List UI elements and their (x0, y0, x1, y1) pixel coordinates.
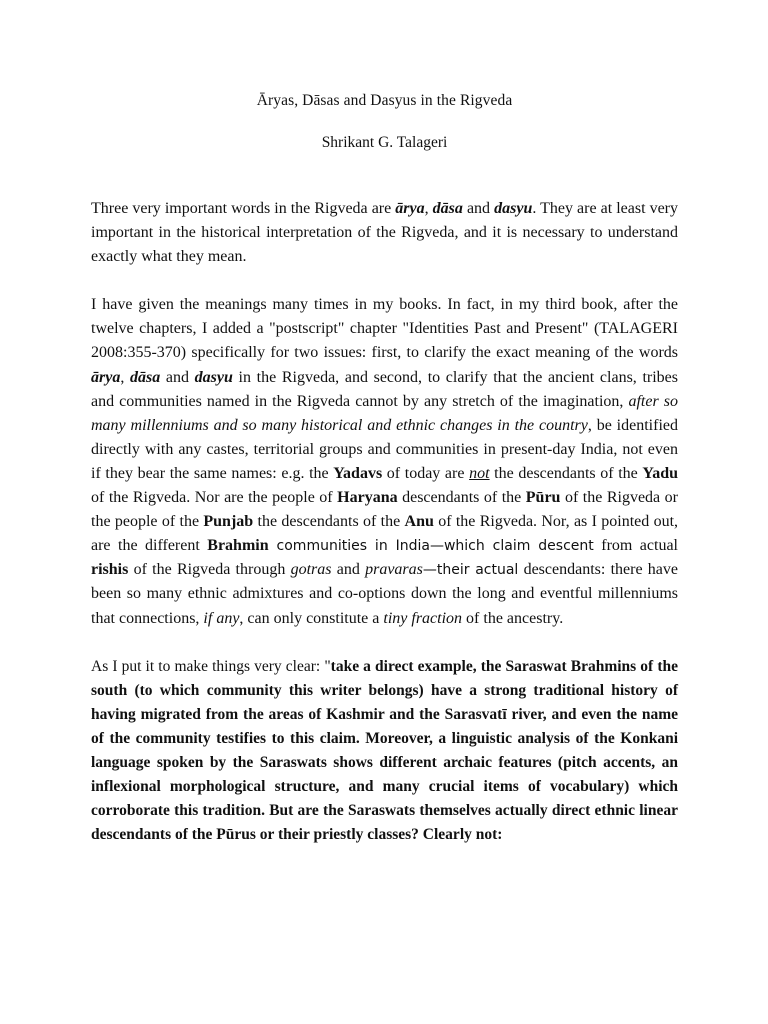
paragraph-2-text-2: , (120, 368, 130, 386)
paragraph-2-sans-text-2: —their actual (422, 562, 519, 579)
term-dasyu: dasyu (194, 368, 233, 386)
paragraph-2-text-1: I have given the meanings many times in my books. In fact, in my third book, after the twelve chapters, I added a "postscript" chapter "Identities Past and Present" (TALAGERI 2008:355-370) specifically for two issues: first, to clarify the exact meaning of the words (91, 296, 678, 362)
term-dasa: dāsa (432, 200, 463, 217)
paragraph-2 (91, 293, 678, 630)
term-anu: Anu (404, 513, 434, 531)
term-pravaras: pravaras (365, 561, 423, 579)
paragraph-1-text-1: Three very important words in the Rigveda are (91, 200, 396, 217)
paragraph-2-text-3: and (160, 368, 195, 386)
term-punjab: Punjab (203, 513, 254, 531)
term-yadu: Yadu (642, 464, 678, 482)
term-gotras: gotras (290, 561, 332, 579)
paragraph-2-text-6: of today are (382, 464, 470, 482)
emphasis-historical-changes: after so many millenniums and so many historical and ethnic changes in the country (91, 392, 678, 434)
paragraph-2-text-5: , be identified directly with any castes, territorial groups and communities in present-day India, not even if they bear the same names: e.g. the (91, 416, 678, 482)
paragraph-2-text-9: descendants of the (397, 489, 526, 507)
term-brahmin: Brahmin (207, 537, 269, 555)
emphasis-tiny-fraction: tiny fraction (383, 609, 463, 627)
emphasis-not: not (469, 464, 490, 482)
paragraph-3-intro: As I put it to make things very clear: " (91, 657, 331, 675)
paragraph-2-text-17: , can only constitute a (239, 609, 384, 627)
paragraph-3-quote: take a direct example, the Saraswat Brahmins of the south (to which community this writer belongs) have a strong traditional history of having migrated from the areas of Kashmir and the Sarasvatī river, and even the name of the community testifies to this claim. Moreover, a linguistic analysis of the Konkani language spoken by the Saraswats shows different archaic features (pitch accents, an inflexional morphological structure, and many crucial items of vocabulary) which corroborate this tradition. But are the Saraswats themselves actually direct ethnic linear descendants of the Pūrus or their priestly classes? Clearly not: (91, 657, 678, 844)
emphasis-if-any: if any (203, 609, 240, 627)
term-arya: ārya (91, 368, 121, 386)
document-title: Āryas, Dāsas and Dasyus in the Rigveda (256, 92, 513, 109)
paragraph-1 (91, 197, 678, 269)
paragraph-2-text-13: from actual (593, 537, 679, 555)
paragraph-1-text-4: . They are at least very important in the historical interpretation of the Rigveda, and it is necessary to understand exactly what they mean. (91, 200, 678, 266)
paragraph-2-sans-text-1: communities in India—which claim descent (268, 538, 594, 555)
paragraph-2-text-15: and (331, 561, 366, 579)
paragraph-2-text-12: of the Rigveda. Nor, as I pointed out, are the different (91, 513, 679, 555)
term-arya: ārya (395, 200, 425, 217)
paragraph-2-text-18: of the ancestry. (462, 609, 564, 627)
paragraph-1-text-2: , (424, 200, 433, 217)
document-author: Shrikant G. Talageri (321, 134, 448, 151)
paragraph-3 (91, 655, 678, 848)
term-puru: Pūru (525, 489, 561, 507)
paragraph-2-text-16: descendants: there have been so many ethnic admixtures and co-options down the long and eventful millenniums that connections, (91, 561, 678, 627)
paragraph-2-text-10: of the Rigveda or the people of the (91, 489, 678, 531)
term-dasyu: dasyu (494, 200, 533, 217)
paragraph-2-text-11: the descendants of the (253, 513, 405, 531)
term-rishis: rishis (91, 561, 129, 579)
term-yadavs: Yadavs (333, 464, 383, 482)
paragraph-2-text-7: the descendants of the (489, 464, 643, 482)
paragraph-2-text-8: of the Rigveda. Nor are the people of (91, 489, 338, 507)
term-haryana: Haryana (337, 489, 398, 507)
paragraph-1-text-3: and (462, 200, 495, 217)
term-dasa: dāsa (130, 368, 161, 386)
paragraph-2-text-14: of the Rigveda through (128, 561, 291, 579)
paragraph-2-text-4: in the Rigveda, and second, to clarify that the ancient clans, tribes and communities named in the Rigveda cannot by any stretch of the imagination, (91, 368, 678, 410)
